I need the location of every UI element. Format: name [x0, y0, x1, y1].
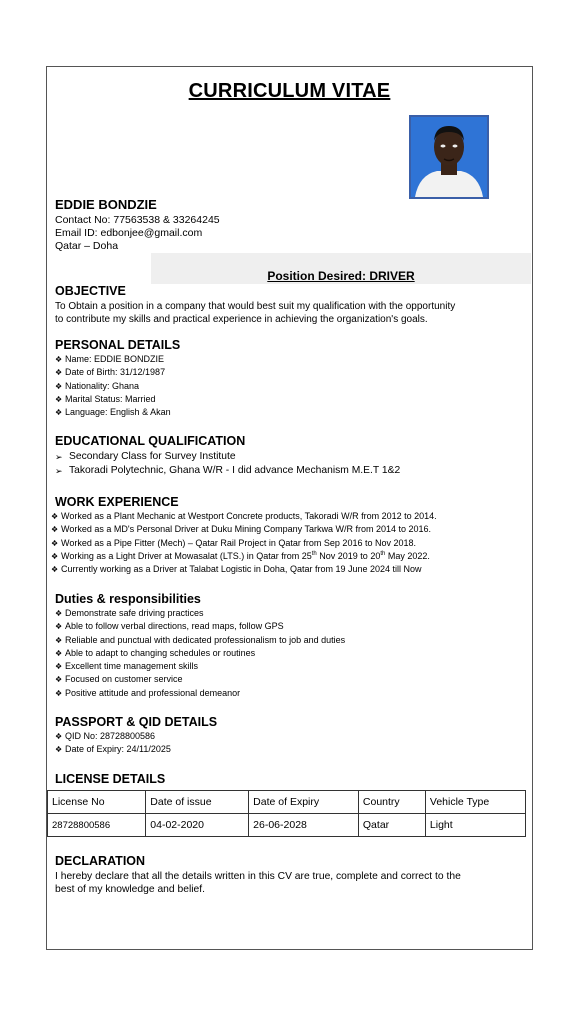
- list-item: ❖ Positive attitude and professional demeanor: [55, 687, 345, 700]
- education-heading: EDUCATIONAL QUALIFICATION: [55, 434, 246, 448]
- contact-block: [55, 214, 220, 253]
- duties-list: [55, 607, 345, 700]
- work-list: [51, 510, 437, 576]
- table-header-cell: Country: [358, 791, 425, 814]
- list-item: ❖ Able to follow verbal directions, read maps, follow GPS: [55, 620, 345, 633]
- list-item: ❖ Worked as a MD's Personal Driver at Duku Mining Company Tarkwa W/R from 2014 to 2016.: [51, 523, 437, 536]
- list-item: ❖ Name: EDDIE BONDZIE: [55, 353, 171, 366]
- list-item: ❖ QID No: 28728800586: [55, 730, 171, 743]
- cv-page: [46, 66, 533, 950]
- list-item: ❖ Excellent time management skills: [55, 660, 345, 673]
- table-header-cell: Date of issue: [146, 791, 249, 814]
- list-item: ➢ Takoradi Polytechnic, Ghana W/R - I did advance Mechanism M.E.T 1&2: [55, 464, 400, 478]
- personal-heading: PERSONAL DETAILS: [55, 338, 181, 352]
- list-item: ❖ Nationality: Ghana: [55, 380, 171, 393]
- objective-heading: OBJECTIVE: [55, 284, 126, 298]
- table-header-cell: Date of Expiry: [249, 791, 359, 814]
- table-header-row: [48, 791, 526, 814]
- list-item: ❖ Worked as a Pipe Fitter (Mech) – Qatar Rail Project in Qatar from Sep 2016 to Nov 2018.: [51, 537, 437, 550]
- duties-heading: Duties & responsibilities: [55, 592, 201, 606]
- list-item: ❖ Marital Status: Married: [55, 393, 171, 406]
- list-item: ❖ Demonstrate safe driving practices: [55, 607, 345, 620]
- declaration-line-2: best of my knowledge and belief.: [55, 884, 205, 895]
- table-cell: Qatar: [358, 814, 425, 837]
- passport-heading: PASSPORT & QID DETAILS: [55, 715, 218, 729]
- personal-list: [55, 353, 171, 419]
- profile-photo: [409, 115, 489, 199]
- list-item: ❖ Worked as a Plant Mechanic at Westport Concrete products, Takoradi W/R from 2012 to 2014.: [51, 510, 437, 523]
- list-item: ❖ Currently working as a Driver at Talabat Logistic in Doha, Qatar from 19 June 2024 till Now: [51, 563, 437, 576]
- table-cell: 26-06-2028: [249, 814, 359, 837]
- declaration-text: [55, 870, 461, 896]
- objective-line-1: To Obtain a position in a company that would best suit my qualification with the opportunity: [55, 301, 456, 312]
- list-item: ❖ Date of Expiry: 24/11/2025: [55, 743, 171, 756]
- table-cell: Light: [425, 814, 525, 837]
- position-desired: Position Desired: DRIVER: [267, 269, 415, 283]
- list-item: ❖ Date of Birth: 31/12/1987: [55, 366, 171, 379]
- list-item: ➢ Secondary Class for Survey Institute: [55, 450, 400, 464]
- declaration-line-1: I hereby declare that all the details written in this CV are true, complete and correct to the: [55, 871, 461, 882]
- objective-text: [55, 300, 455, 326]
- document-title: CURRICULUM VITAE: [188, 80, 391, 102]
- passport-list: [55, 730, 171, 757]
- objective-line-2: to contribute my skills and practical experience in achieving the organization's goals.: [55, 314, 428, 325]
- list-item: ❖ Language: English & Akan: [55, 406, 171, 419]
- work-heading: WORK EXPERIENCE: [55, 495, 179, 509]
- education-list: [55, 450, 400, 478]
- table-row: [48, 814, 526, 837]
- list-item: ❖ Reliable and punctual with dedicated professionalism to job and duties: [55, 634, 345, 647]
- contact-phone: Contact No: 77563538 & 33264245: [55, 214, 220, 226]
- contact-location: Qatar – Doha: [55, 240, 119, 252]
- candidate-name: EDDIE BONDZIE: [55, 197, 157, 212]
- table-header-cell: Vehicle Type: [425, 791, 525, 814]
- list-item: ❖ Focused on customer service: [55, 673, 345, 686]
- license-table: [47, 790, 526, 837]
- license-heading: LICENSE DETAILS: [55, 772, 166, 786]
- contact-email: Email ID: edbonjee@gmail.com: [55, 227, 203, 239]
- table-cell: 28728800586: [48, 814, 146, 837]
- list-item: ❖ Able to adapt to changing schedules or routines: [55, 647, 345, 660]
- table-cell: 04-02-2020: [146, 814, 249, 837]
- table-header-cell: License No: [48, 791, 146, 814]
- list-item: ❖ Working as a Light Driver at Mowasalat (LTS.) in Qatar from 25th Nov 2019 to 20th May 2022.: [51, 550, 437, 563]
- declaration-heading: DECLARATION: [55, 854, 146, 868]
